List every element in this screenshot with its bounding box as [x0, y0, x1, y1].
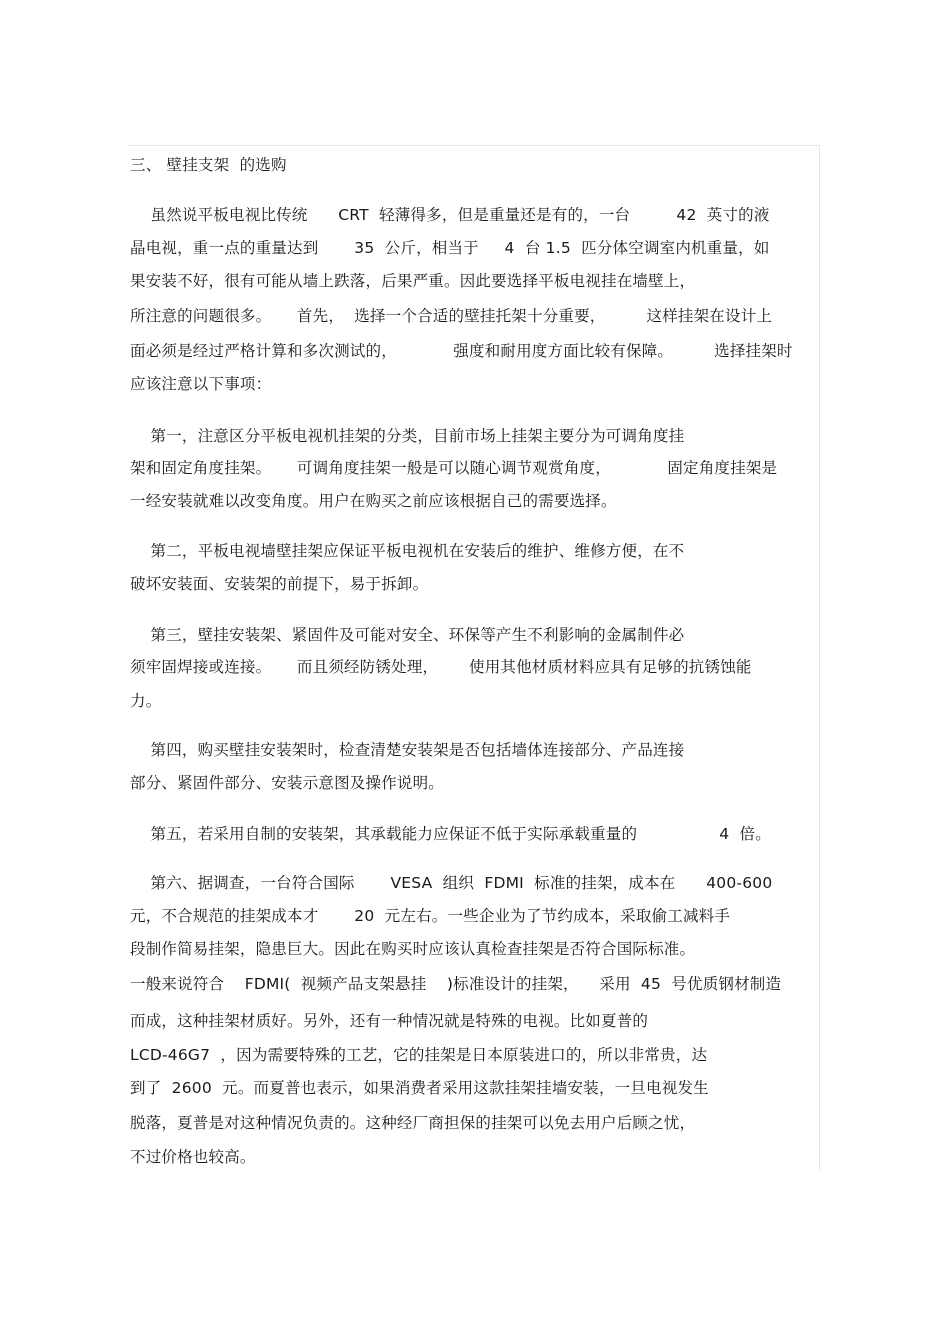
- point-3-line-2: 须牢固焊接或连接。 而且须经防锈处理， 使用其他材质材料应具有足够的抗锈蚀能: [130, 658, 752, 676]
- point-6-line-1: 第六、据调查，一台符合国际 VESA 组织 FDMI 标准的挂架，成本在 400-600: [130, 874, 773, 892]
- point-6-line-7: 到了 2600 元。而夏普也表示，如果消费者采用这款挂架挂墙安装，一旦电视发生: [130, 1079, 709, 1097]
- intro-line-2: 晶电视，重一点的重量达到 35 公斤，相当于 4 台 1.5 匹分体空调室内机重量，如: [130, 239, 770, 257]
- point-6-line-5: 而成，这种挂架材质好。另外，还有一种情况就是特殊的电视。比如夏普的: [130, 1012, 649, 1030]
- point-5-line-1: 第五，若采用自制的安装架，其承载能力应保证不低于实际承载重量的 4 倍。: [130, 825, 771, 843]
- point-4-line-1: 第四，购买壁挂安装架时，检查清楚安装架是否包括墙体连接部分、产品连接: [130, 741, 685, 759]
- section-heading: 三、 壁挂支架 的选购: [130, 156, 287, 174]
- point-4-line-2: 部分、紧固件部分、安装示意图及操作说明。: [130, 774, 445, 792]
- point-6-line-8: 脱落，夏普是对这种情况负责的。这种经厂商担保的挂架可以免去用户后顾之忧，: [130, 1114, 696, 1132]
- intro-line-3: 果安装不好，很有可能从墙上跌落，后果严重。因此要选择平板电视挂在墙壁上，: [130, 272, 696, 290]
- intro-line-5: 面必须是经过严格计算和多次测试的， 强度和耐用度方面比较有保障。 选择挂架时: [130, 342, 793, 360]
- intro-line-6: 应该注意以下事项：: [130, 375, 272, 393]
- intro-line-1: 虽然说平板电视比传统 CRT 轻薄得多，但是重量还是有的，一台 42 英寸的液: [130, 206, 770, 224]
- point-1-line-3: 一经安装就难以改变角度。用户在购买之前应该根据自己的需要选择。: [130, 492, 617, 510]
- point-6-line-6: LCD-46G7 ，因为需要特殊的工艺，它的挂架是日本原装进口的，所以非常贵，达: [130, 1046, 708, 1064]
- point-6-line-2: 元，不合规范的挂架成本才 20 元左右。一些企业为了节约成本，采取偷工减料手: [130, 907, 731, 925]
- point-1-line-1: 第一，注意区分平板电视机挂架的分类，目前市场上挂架主要分为可调角度挂: [130, 427, 685, 445]
- point-2-line-2: 破坏安装面、安装架的前提下，易于拆卸。: [130, 575, 429, 593]
- point-3-line-1: 第三，壁挂安装架、紧固件及可能对安全、环保等产生不利影响的金属制件必: [130, 626, 685, 644]
- point-6-line-4: 一般来说符合 FDMI( 视频产品支架悬挂 )标准设计的挂架， 采用 45 号优质钢材制造: [130, 975, 782, 993]
- intro-line-4: 所注意的问题很多。 首先， 选择一个合适的壁挂托架十分重要， 这样挂架在设计上: [130, 307, 773, 325]
- point-1-line-2: 架和固定角度挂架。 可调角度挂架一般是可以随心调节观赏角度， 固定角度挂架是: [130, 459, 778, 477]
- point-2-line-1: 第二，平板电视墙壁挂架应保证平板电视机在安装后的维护、维修方便，在不: [130, 542, 685, 560]
- point-6-line-3: 段制作简易挂架，隐患巨大。因此在购买时应该认真检查挂架是否符合国际标准。: [130, 940, 696, 958]
- point-3-line-3: 力。: [130, 692, 162, 710]
- point-6-line-9: 不过价格也较高。: [130, 1148, 256, 1166]
